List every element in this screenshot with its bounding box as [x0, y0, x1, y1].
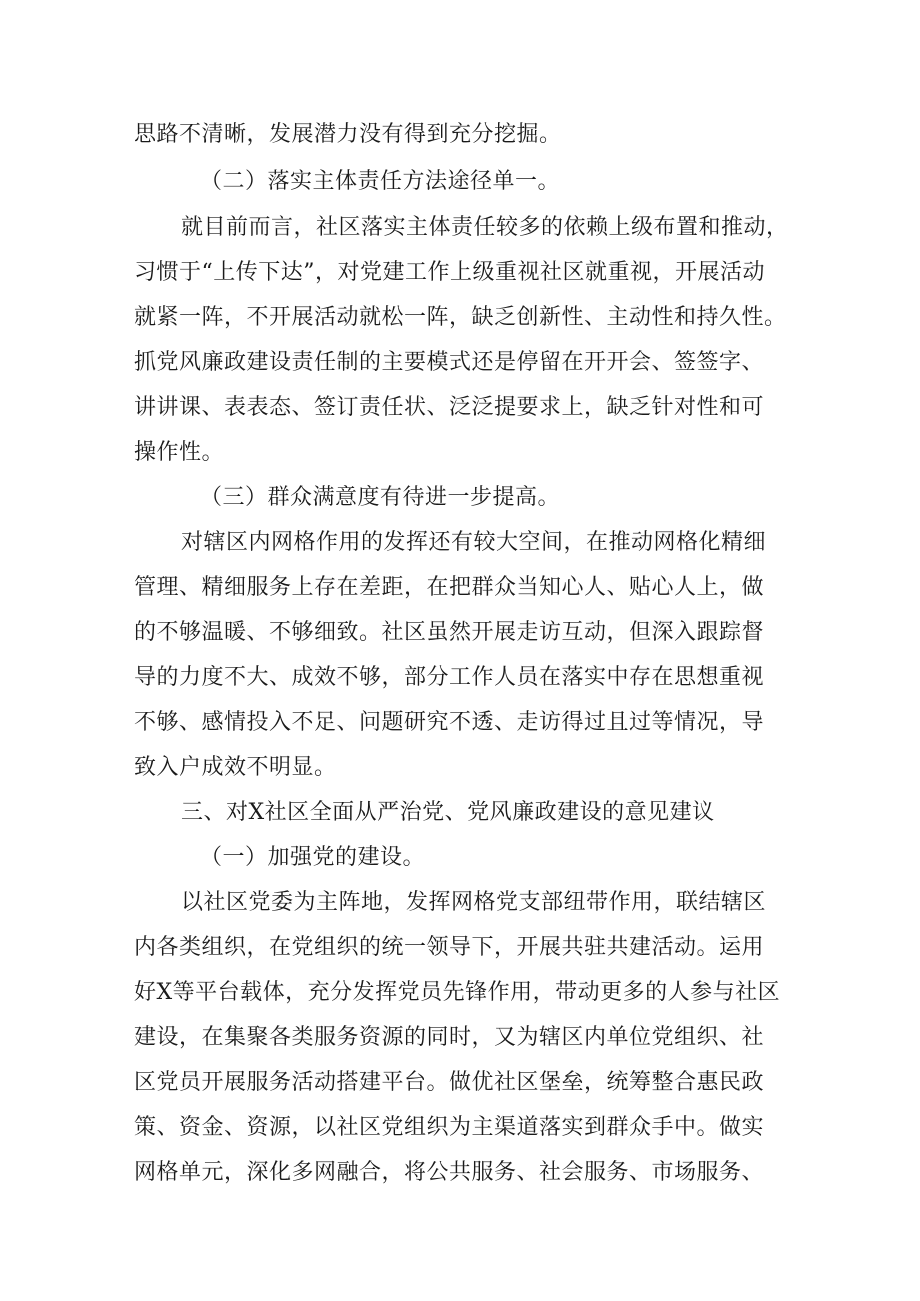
text-line: 好X等平台载体，充分发挥党员先锋作用，带动更多的人参与社区 — [134, 980, 781, 1005]
text-line: 抓党风廉政建设责任制的主要模式还是停留在开开会、签签字、 — [134, 350, 765, 375]
text-line: 致入户成效不明显。 — [134, 755, 337, 780]
text-line: 就目前而言，社区落实主体责任较多的依赖上级布置和推动， — [181, 215, 789, 240]
text-line: 网格单元，深化多网融合，将公共服务、社会服务、市场服务、 — [134, 1160, 765, 1185]
text-line: 策、资金、资源，以社区党组织为主渠道落实到群众手中。做实 — [134, 1115, 765, 1140]
text-line: 区党员开展服务活动搭建平台。做优社区堡垒，统筹整合惠民政 — [134, 1070, 765, 1095]
text-line: 讲讲课、表表态、签订责任状、泛泛提要求上，缺乏针对性和可 — [134, 395, 765, 420]
text-line: 对辖区内网格作用的发挥还有较大空间，在推动网格化精细 — [181, 530, 767, 555]
text-line: 操作性。 — [134, 440, 225, 465]
section-heading: （二）落实主体责任方法途径单一。 — [200, 169, 561, 194]
text-line: 内各类组织，在党组织的统一领导下，开展共驻共建活动。运用 — [134, 935, 765, 960]
section-heading: （一）加强党的建设。 — [200, 845, 426, 870]
text-line: 建设，在集聚各类服务资源的同时，又为辖区内单位党组织、社 — [134, 1025, 765, 1050]
text-line: 习惯于“上传下达”，对党建工作上级重视社区就重视，开展活动 — [134, 260, 765, 285]
text-line: 不够、感情投入不足、问题研究不透、走访得过且过等情况，导 — [134, 710, 765, 735]
section-heading: （三）群众满意度有待进一步提高。 — [200, 485, 561, 510]
text-line: 以社区党委为主阵地，发挥网格党支部纽带作用，联结辖区 — [181, 890, 767, 915]
text-line: 的不够温暖、不够细致。社区虽然开展走访互动，但深入跟踪督 — [134, 620, 765, 645]
text-line: 就紧一阵，不开展活动就松一阵，缺乏创新性、主动性和持久性。 — [134, 305, 787, 330]
chapter-heading: 三、对X社区全面从严治党、党风廉政建设的意见建议 — [181, 800, 715, 825]
text-line: 导的力度不大、成效不够，部分工作人员在落实中存在思想重视 — [134, 665, 765, 690]
text-line: 管理、精细服务上存在差距，在把群众当知心人、贴心人上，做 — [134, 575, 765, 600]
text-line: 思路不清晰，发展潜力没有得到充分挖掘。 — [134, 122, 562, 147]
